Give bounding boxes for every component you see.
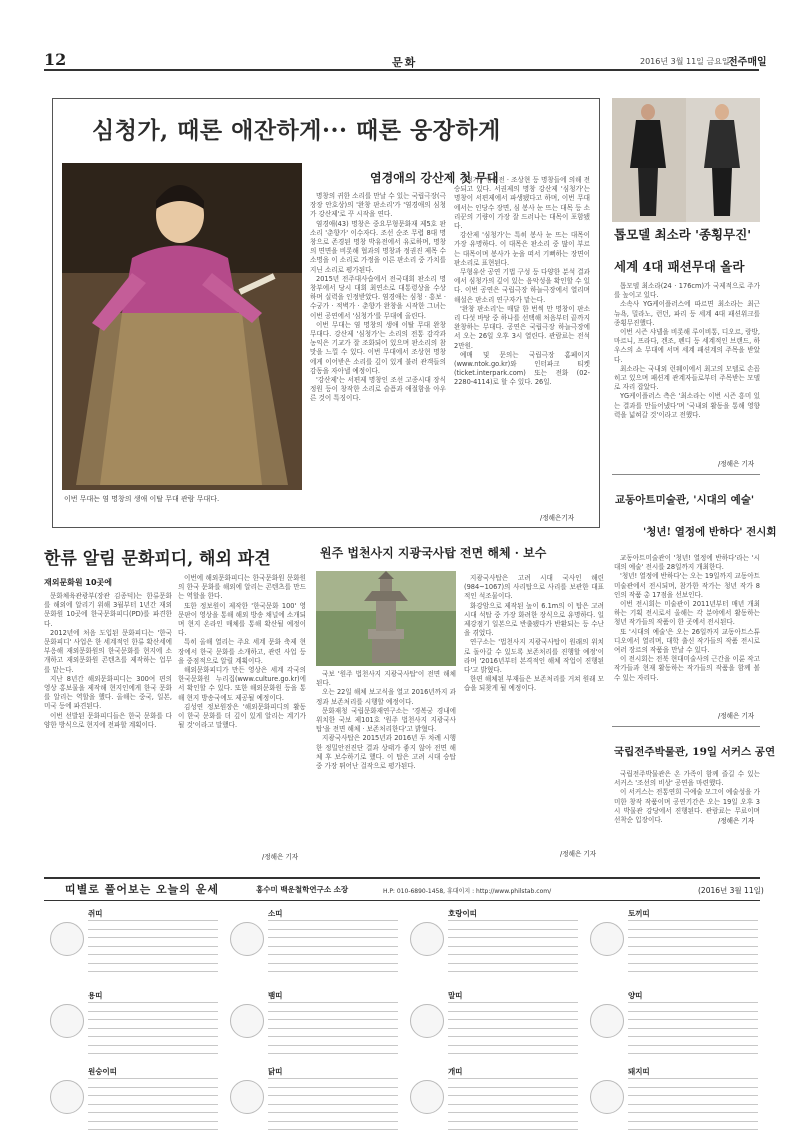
main-story-col1 <box>310 192 446 508</box>
temple-caption: 국보 '원주 법천사지 지광국사탑'이 전면 해체된다. <box>316 670 456 688</box>
paragraph: 지광국사탑은 2015년과 2016년 두 차례 시행한 정밀안전진단 결과 상태가 좋지 않아 전면 해체 후 보수하기로 했다. 이 탑은 고려 시대 승탑 중 가장 뛰어난 걸작으로 평가된다. <box>316 734 456 771</box>
temple-title: 원주 법천사지 지광국사탑 전면 해체 · 보수 <box>320 546 547 560</box>
fortune-contact: H.P: 010-6890-1458, 휴대이지 : http://www.philstab.com/ <box>383 888 552 895</box>
hallyu-title: 한류 알림 문화피디, 해외 파견 <box>44 549 271 569</box>
fortune-sign-label: 호랑이띠 <box>448 909 477 918</box>
paragraph: 강산제 '심청가'는 특히 봉사 눈 뜨는 대목이 가장 유명하다. 이 대목은 판소리 중 많이 부르는 대목이며 봉사가 눈을 떠서 기뻐하는 장면이 판소리로 표현된다. <box>454 231 590 267</box>
dog-icon <box>410 1080 444 1114</box>
gallery-body <box>614 554 760 708</box>
main-story-byline: /정해은기자 <box>540 514 575 522</box>
fortune-sign-label: 양띠 <box>628 991 643 1000</box>
paragraph: 명창의 귀한 소리를 만날 수 있는 국립극장(극장장 안호상)의 '완창 판소리'가 '염경애의 심청가 강산제'로 꾸 시작을 연다. <box>310 192 446 219</box>
paragraph: 또 '시대의 예술'은 오는 26일까지 교동아트스튜디오에서 열리며, 대학 출신 작가들의 작품 전시로 여러 장르의 작품을 만날 수 있다. <box>614 627 760 655</box>
main-story-subtitle: 염경애의 강산제 첫 무대 <box>370 171 499 185</box>
fortune-sign-label: 쥐띠 <box>88 909 103 918</box>
fortune-cell-horse <box>404 990 582 1068</box>
paragraph: 지난 8년간 해외문화피디는 300여 편의 영상 홍보물을 제작해 현지인에게 한국 문화를 알리는 역할을 했다. 올해는 중국, 일본, 미국 등에 파견된다. <box>44 674 172 711</box>
monkey-icon <box>50 1080 84 1114</box>
fortune-sign-label: 뱀띠 <box>268 991 283 1000</box>
fortune-cell-rabbit <box>584 908 762 986</box>
fortune-cell-dog <box>404 1066 582 1144</box>
paragraph: 최소라는 국내외 런웨이에서 최고의 모델로 손꼽히고 있으며 패션계 관계자들로부터 주목받는 모델로 자리 잡았다. <box>614 364 760 392</box>
paragraph: 이번 무대는 염 명창의 생애 이탈 무대 완창 무대다. 강산제 '심청가'는 소리의 전통 감각과 농익은 기교가 잘 조화되어 있으며 판소리의 참맛을 느낄 수 있다. 이번 무대에서 조상현 명창에게 이어받은 소리를 깊이 있게 불러 관객들의 감동을 자아낼 예정이다. <box>310 320 446 375</box>
performer-caption: 이번 무대는 염 명창의 생애 이탈 무대 관람 무대다. <box>64 495 220 503</box>
paragraph: '강산제'는 서편제 명창인 조선 고종시대 장식 정원 등이 창작한 소리로 슬픔과 애절함을 아우른 것이 특징이다. <box>310 376 446 403</box>
paragraph: 예매 및 문의는 국립극장 홈페이지 (www.ntok.go.kr)와 인터파크 티켓(ticket.interpark.com) 또는 전화 (02-2280-4114)로 할 수 있다. 26일. <box>454 350 590 387</box>
fortune-cell-pig <box>584 1066 762 1144</box>
fashion-title-line2: 세계 4대 패션무대 올라 <box>614 259 745 274</box>
horse-icon <box>410 1004 444 1038</box>
paragraph: 무형유산 공연 기법 구성 등 다양한 분석 결과에서 심청가의 깊이 있는 음악성을 확인할 수 있다. 이번 공연은 국립극장 하늘극장에서 열리며 해설은 판소리 연구자가 맡는다. <box>454 268 590 304</box>
fortune-cell-rat <box>44 908 222 986</box>
fortune-sign-label: 닭띠 <box>268 1067 283 1076</box>
paragraph: 한편 해체된 부재들은 보존처리를 거쳐 원래 모습을 되찾게 될 예정이다. <box>464 675 604 693</box>
newspaper-logo: 전주매일 <box>728 57 767 68</box>
paragraph: 소속사 YG케이플러스에 따르면 최소라는 최근 뉴욕, 밀라노, 런던, 파리 등 세계 4대 패션위크를 종횡무진했다. <box>614 300 760 327</box>
paragraph: 오는 22일 해체 보고식을 열고 2016년까지 과정과 보존처리를 시행할 예정이다. <box>316 688 456 706</box>
paragraph: YG케이플러스 측은 '최소라는 이번 시즌 흥미 있는 결과를 만들어냈다'며 '국내외 활동을 통해 영향력을 넓혀갈 것'이라고 전했다. <box>614 392 760 419</box>
paragraph: 또한 정보원이 제작한 '한국문화 100' 영문판이 영상을 통해 해외 방송 채널에 소개되며 현지 온라인 매체를 통해 확산될 예정이다. <box>178 601 306 638</box>
fortune-sign-label: 돼지띠 <box>628 1067 650 1076</box>
paragraph: 연구소는 '법천사지 지광국사탑이 원래의 위치로 돌아갈 수 있도록 보존처리를 진행할 예정'이라며 '2016년부터 본격적인 해체 작업이 진행된다'고 밝혔다. <box>464 638 604 675</box>
fashion-byline: /정해은 기자 <box>718 460 755 468</box>
paragraph: 해외문화피디가 만든 영상은 세계 각국의 한국문화원 누리집(www.culture.go.kr)에서 확인할 수 있다. 또한 해외문화원 등을 통해 현지 방송국에도 제공될 예정이다. <box>178 666 306 702</box>
paragraph: 이 전시회는 전북 현대미술사의 근간을 이룬 작고 작가들과 현재 활동하는 작가들의 작품을 함께 볼 수 있는 자리다. <box>614 655 760 682</box>
paragraph: 문화체육관광부(장관 김종덕)는 한류문화를 해외에 알리기 위해 3월부터 1년간 재외문화원 10곳에 한국문화피디(PD)를 파견한다. <box>44 592 172 628</box>
paragraph: '완창 판소리'는 매달 한 번씩 만 명창이 판소리 다섯 바탕 중 하나를 선택해 처음부터 끝까지 완창하는 무대다. 공연은 국립극장 하늘극장에서 오는 26일 오후 3시 열린다. 관람료는 전석 2만원. <box>454 304 590 350</box>
paragraph: 국립전주박물관은 온 가족이 함께 즐길 수 있는 서커스 '조선의 비상' 공연을 마련했다. <box>614 770 760 788</box>
paragraph: 특히 올해 열리는 주요 세계 문화 축제 현장에서 한국 문화를 소개하고, 관련 사업 등을 중점적으로 알릴 계획이다. <box>178 638 306 665</box>
paragraph: 이번 선발된 문화피디들은 한국 문화를 다양한 방식으로 현지에 전파할 계획이다. <box>44 711 172 729</box>
fortune-sign-label: 용띠 <box>88 991 103 1000</box>
paragraph: 2015년 전주대사습에서 전국대회 판소리 명창부에서 당시 대회 최연소로 대통령상을 수상하며 실력을 인정받았다. 염경애는 심청 · 흥보 · 수궁가 · 적벽가 · 춘향가 완창을 시작한 그녀는 이번 공연에서 '심청가'를 무대에 올린다. <box>310 274 446 320</box>
tiger-icon <box>410 922 444 956</box>
paragraph: 문화재청 국립문화재연구소는 '경복궁 경내에 위치한 국보 제101호 '원주 법천사지 지광국사탑'을 전면 해체 · 보존처리한다'고 밝혔다. <box>316 706 456 734</box>
fortune-cell-snake <box>224 990 402 1068</box>
paragraph: 이 서커스는 전통연희 극예술 모그이 예술성을 가미한 창작 작품이며 공연기간은 오는 19일 오후 3시 박물관 강당에서 진행된다. 관람료는 무료이며 선착순 입장이다. <box>614 788 760 825</box>
fashion-body <box>614 282 760 434</box>
fortune-cell-monkey <box>44 1066 222 1144</box>
runway-photo <box>612 98 760 222</box>
paragraph: 이번에 해외문화피디는 한국문화원 문화원의 한국 문화를 해외에 알리는 콘텐츠를 만드는 역할을 한다. <box>178 574 306 601</box>
dragon-icon <box>50 1004 84 1038</box>
museum-title: 국립전주박물관, 19일 서커스 공연 <box>614 746 776 758</box>
fortune-cell-rooster <box>224 1066 402 1144</box>
paragraph: 교동아트미술관이 '청년! 열정에 반하다'라는 '시대의 예술' 전시를 28일까지 개최한다. <box>614 554 760 572</box>
rooster-icon <box>230 1080 264 1114</box>
paragraph: 김성연 정보원장은 '해외문화피디의 활동이 한국 문화를 더 깊이 있게 알리는 계기가 될 것'이라고 말했다. <box>178 702 306 730</box>
fortune-date: (2016년 3월 11일) <box>698 886 764 895</box>
fortune-cell-dragon <box>44 990 222 1068</box>
fortune-sign-label: 소띠 <box>268 909 283 918</box>
main-story-col2 <box>454 176 590 502</box>
issue-date: 2016년 3월 11일 금요일 <box>640 57 730 66</box>
rat-icon <box>50 922 84 956</box>
pagoda-photo <box>316 571 456 666</box>
paragraph: 이번 시즌 샤넬을 비롯해 루이비통, 디오르, 랑방, 마르니, 프라다, 겐조, 펜디 등 세계적인 브랜드, 하우스의 쇼 무대에 서며 세계 패션계의 주목을 받았다. <box>614 328 760 364</box>
snake-icon <box>230 1004 264 1038</box>
sheep-icon <box>590 1004 624 1038</box>
temple-col2 <box>464 574 604 842</box>
paragraph: 화강암으로 제작된 높이 6.1m의 이 탑은 고려 시대 석탑 중 가장 화려한 장식으로 유명하다. 일제강점기 일본으로 반출됐다가 반환되는 등 수난을 겪었다. <box>464 601 604 638</box>
header-rule <box>44 69 759 71</box>
hallyu-byline: /정해은 기자 <box>262 853 299 861</box>
temple-byline: /정해은 기자 <box>560 850 597 858</box>
ox-icon <box>230 922 264 956</box>
hallyu-col2 <box>178 574 306 848</box>
gallery-title-line1: 교동아트미술관, '시대의 예술' <box>615 494 755 506</box>
right-divider <box>612 726 760 727</box>
fortune-sign-label: 토끼띠 <box>628 909 650 918</box>
fortune-cell-ox <box>224 908 402 986</box>
paragraph: 이번 전시회는 미술관이 2011년부터 매년 개최하는 기획 전시로서 올해는 각 분야에서 활동하는 청년 작가들의 작품이 한 곳에서 전시된다. <box>614 600 760 627</box>
paragraph: 2012년에 처음 도입된 문화피디는 '한국문화피디' 사업은 한 세계적인 한류 확산세에 부응해 재외문화원의 한국문화를 현지에 소개하고 재외문화원 콘텐츠를 제작하는 업무를 맡는다. <box>44 628 172 674</box>
gallery-byline: /정해은 기자 <box>718 712 755 720</box>
paragraph: 지광국사탑은 고려 시대 국사인 해린(984~1067)의 사리탑으로 사리를 보관한 대표적인 석조물이다. <box>464 574 604 601</box>
pig-icon <box>590 1080 624 1114</box>
paragraph: 염경애(43) 명창은 중요무형문화재 제5호 판소리 '춘향가' 이수자다. 조선 순조 무렵 8대 명창으로 존경된 명창 박유전에서 유로하며, 명창의 면면을 비롯해 협과의 명창과 정권진 제목 수 소명을 이 소리로 가정을 이른 판소리 중 가치를 지닌 소리로 평가된다. <box>310 219 446 274</box>
main-story-title: 심청가, 때론 애잔하게··· 때론 웅장하게 <box>92 117 501 144</box>
paragraph: 심청가 · 심청전 · 조상현 등 명창들에 의해 전승되고 있다. 서권제의 명창 강산제 '심청가'는 명창이 서편제에서 파생됐다고 하며, 이번 무대에서는 인당수 장면, 심 봉사 눈 뜨는 대목 등 소리꾼의 기량이 가장 잘 드러나는 대목이 포함됐다. <box>454 176 590 231</box>
gallery-title-line2: '청년! 열정에 반하다' 전시회 <box>643 526 777 538</box>
performer-photo <box>62 163 302 490</box>
section-name: 문화 <box>392 56 418 69</box>
rabbit-icon <box>590 922 624 956</box>
right-divider <box>612 474 760 475</box>
fortune-title: 띠별로 풀어보는 오늘의 운세 <box>65 883 219 896</box>
hallyu-col1 <box>44 592 172 848</box>
fortune-cell-tiger <box>404 908 582 986</box>
paragraph: '청년! 열정에 반하다'는 오는 19일까지 교동아트미술관에서 전시되며, 참가한 작가는 청년 작가 8인의 작품 총 17점을 선보인다. <box>614 572 760 599</box>
fortune-author: 홍수미 백운철학연구소 소장 <box>256 885 349 894</box>
fortune-sign-label: 원숭이띠 <box>88 1067 117 1076</box>
paragraph: 톱모델 최소라(24 · 176cm)가 국제적으로 주가를 높이고 있다. <box>614 282 760 300</box>
fashion-title-line1: 톱모델 최소라 '종횡무진' <box>614 227 752 242</box>
fortune-sign-label: 개띠 <box>448 1067 463 1076</box>
museum-byline: /정해은 기자 <box>718 817 755 825</box>
temple-col1 <box>316 670 456 846</box>
fortune-sign-label: 말띠 <box>448 991 463 1000</box>
hallyu-subtitle: 재외문화원 10곳에 <box>44 578 113 587</box>
page-number: 12 <box>44 50 67 69</box>
fortune-cell-sheep <box>584 990 762 1068</box>
